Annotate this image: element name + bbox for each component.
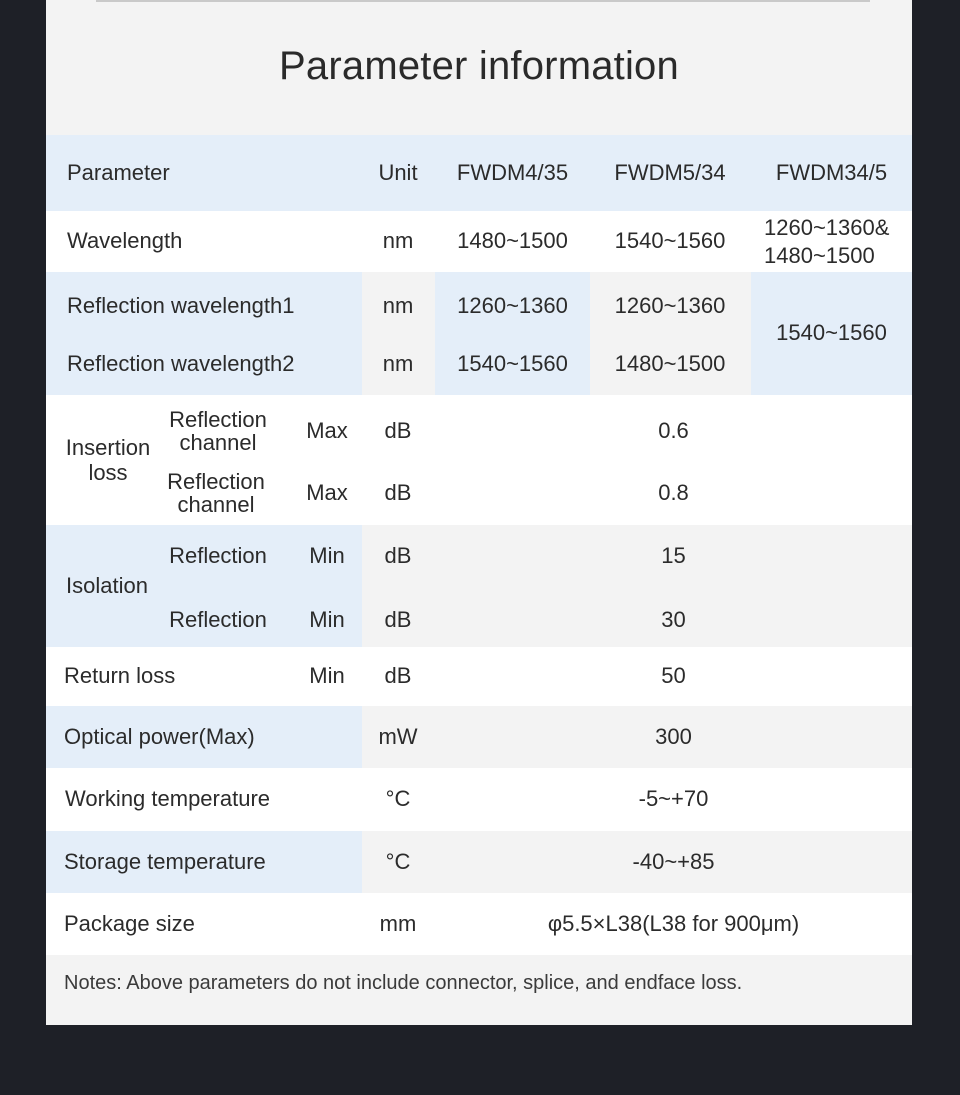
isolation-row1-unit: dB <box>384 542 412 568</box>
isolation-label: Isolation <box>66 572 148 598</box>
isolation-row2-unit: dB <box>384 606 412 632</box>
insertion-loss-label <box>54 395 162 525</box>
insertion-loss-row2-sub-line2: channel <box>177 492 255 517</box>
package-size-unit: mm <box>379 910 417 936</box>
wavelength-fwdm34-5-line1: 1260~1360& <box>764 215 890 240</box>
isolation-row1-value: 15 <box>661 542 686 568</box>
reflection-wavelength2-fwdm5-34: 1480~1500 <box>614 350 726 376</box>
insertion-loss-row2-sub <box>156 463 276 523</box>
isolation-row1-sub: Reflection <box>169 542 267 568</box>
wavelength-unit: nm <box>382 228 414 254</box>
header-fwdm4-35: FWDM4/35 <box>456 159 569 185</box>
notes-text: Notes: Above parameters do not include connector, splice, and endface loss. <box>64 972 743 994</box>
wavelength-fwdm34-5-line2: 1480~1500 <box>764 242 875 268</box>
insertion-loss-label-line2: loss <box>88 460 128 485</box>
return-loss-limit: Min <box>309 663 345 689</box>
wavelength-fwdm5-34: 1540~1560 <box>614 228 726 254</box>
wavelength-label: Wavelength <box>67 228 183 254</box>
isolation-row2-sub: Reflection <box>169 606 267 632</box>
working-temperature-unit: °C <box>385 786 411 812</box>
insertion-loss-row1-value: 0.6 <box>658 417 689 443</box>
insertion-loss-row2-sub-line1: Reflection <box>167 468 265 494</box>
package-size-value: φ5.5×L38(L38 for 900μm) <box>547 910 800 936</box>
insertion-loss-row2-unit: dB <box>384 479 412 505</box>
storage-temperature-value: -40~+85 <box>632 848 715 874</box>
insertion-loss-label-line1: Insertion <box>65 434 151 460</box>
isolation-row2-value: 30 <box>661 606 686 632</box>
working-temperature-label: Working temperature <box>65 786 271 812</box>
reflection-wavelength1-fwdm5-34: 1260~1360 <box>614 292 726 318</box>
reflection-wavelength1-label: Reflection wavelength1 <box>67 292 295 318</box>
reflection-wavelength2-fwdm4-35: 1540~1560 <box>457 350 568 376</box>
optical-power-value: 300 <box>655 723 692 749</box>
header-parameter: Parameter <box>67 159 170 185</box>
reflection-wavelength2-unit: nm <box>382 350 414 376</box>
return-loss-label: Return loss <box>64 663 176 689</box>
top-divider <box>96 0 870 2</box>
insertion-loss-row1-limit: Max <box>306 417 348 443</box>
page-title: Parameter information <box>279 44 679 88</box>
header-fwdm34-5: FWDM34/5 <box>775 159 888 185</box>
insertion-loss-row1-sub-line2: channel <box>179 430 257 455</box>
storage-temperature-label: Storage temperature <box>64 848 266 874</box>
parameter-card <box>46 0 912 1025</box>
isolation-row2-limit: Min <box>309 606 345 632</box>
header-fwdm5-34: FWDM5/34 <box>614 159 726 185</box>
insertion-loss-row1-sub-line1: Reflection <box>169 406 267 432</box>
optical-power-label: Optical power(Max) <box>64 723 255 749</box>
insertion-loss-row2-value: 0.8 <box>658 479 689 505</box>
package-size-label: Package size <box>64 910 195 936</box>
insertion-loss-row1-unit: dB <box>384 417 412 443</box>
storage-temperature-unit: °C <box>385 848 411 874</box>
isolation-row1-limit: Min <box>309 542 345 568</box>
reflection-wavelength2-label: Reflection wavelength2 <box>67 350 295 376</box>
insertion-loss-row1-sub <box>158 401 278 461</box>
return-loss-value: 50 <box>661 663 686 689</box>
wavelength-fwdm34-5 <box>764 211 912 272</box>
insertion-loss-row2-limit: Max <box>306 479 348 505</box>
header-unit: Unit <box>378 159 418 185</box>
return-loss-unit: dB <box>384 663 412 689</box>
optical-power-unit: mW <box>378 723 418 749</box>
reflection-fwdm34-5-merged: 1540~1560 <box>776 320 887 346</box>
wavelength-fwdm4-35: 1480~1500 <box>457 228 568 254</box>
working-temperature-value: -5~+70 <box>638 786 709 812</box>
reflection-wavelength1-unit: nm <box>382 292 414 318</box>
reflection-wavelength1-fwdm4-35: 1260~1360 <box>457 292 568 318</box>
